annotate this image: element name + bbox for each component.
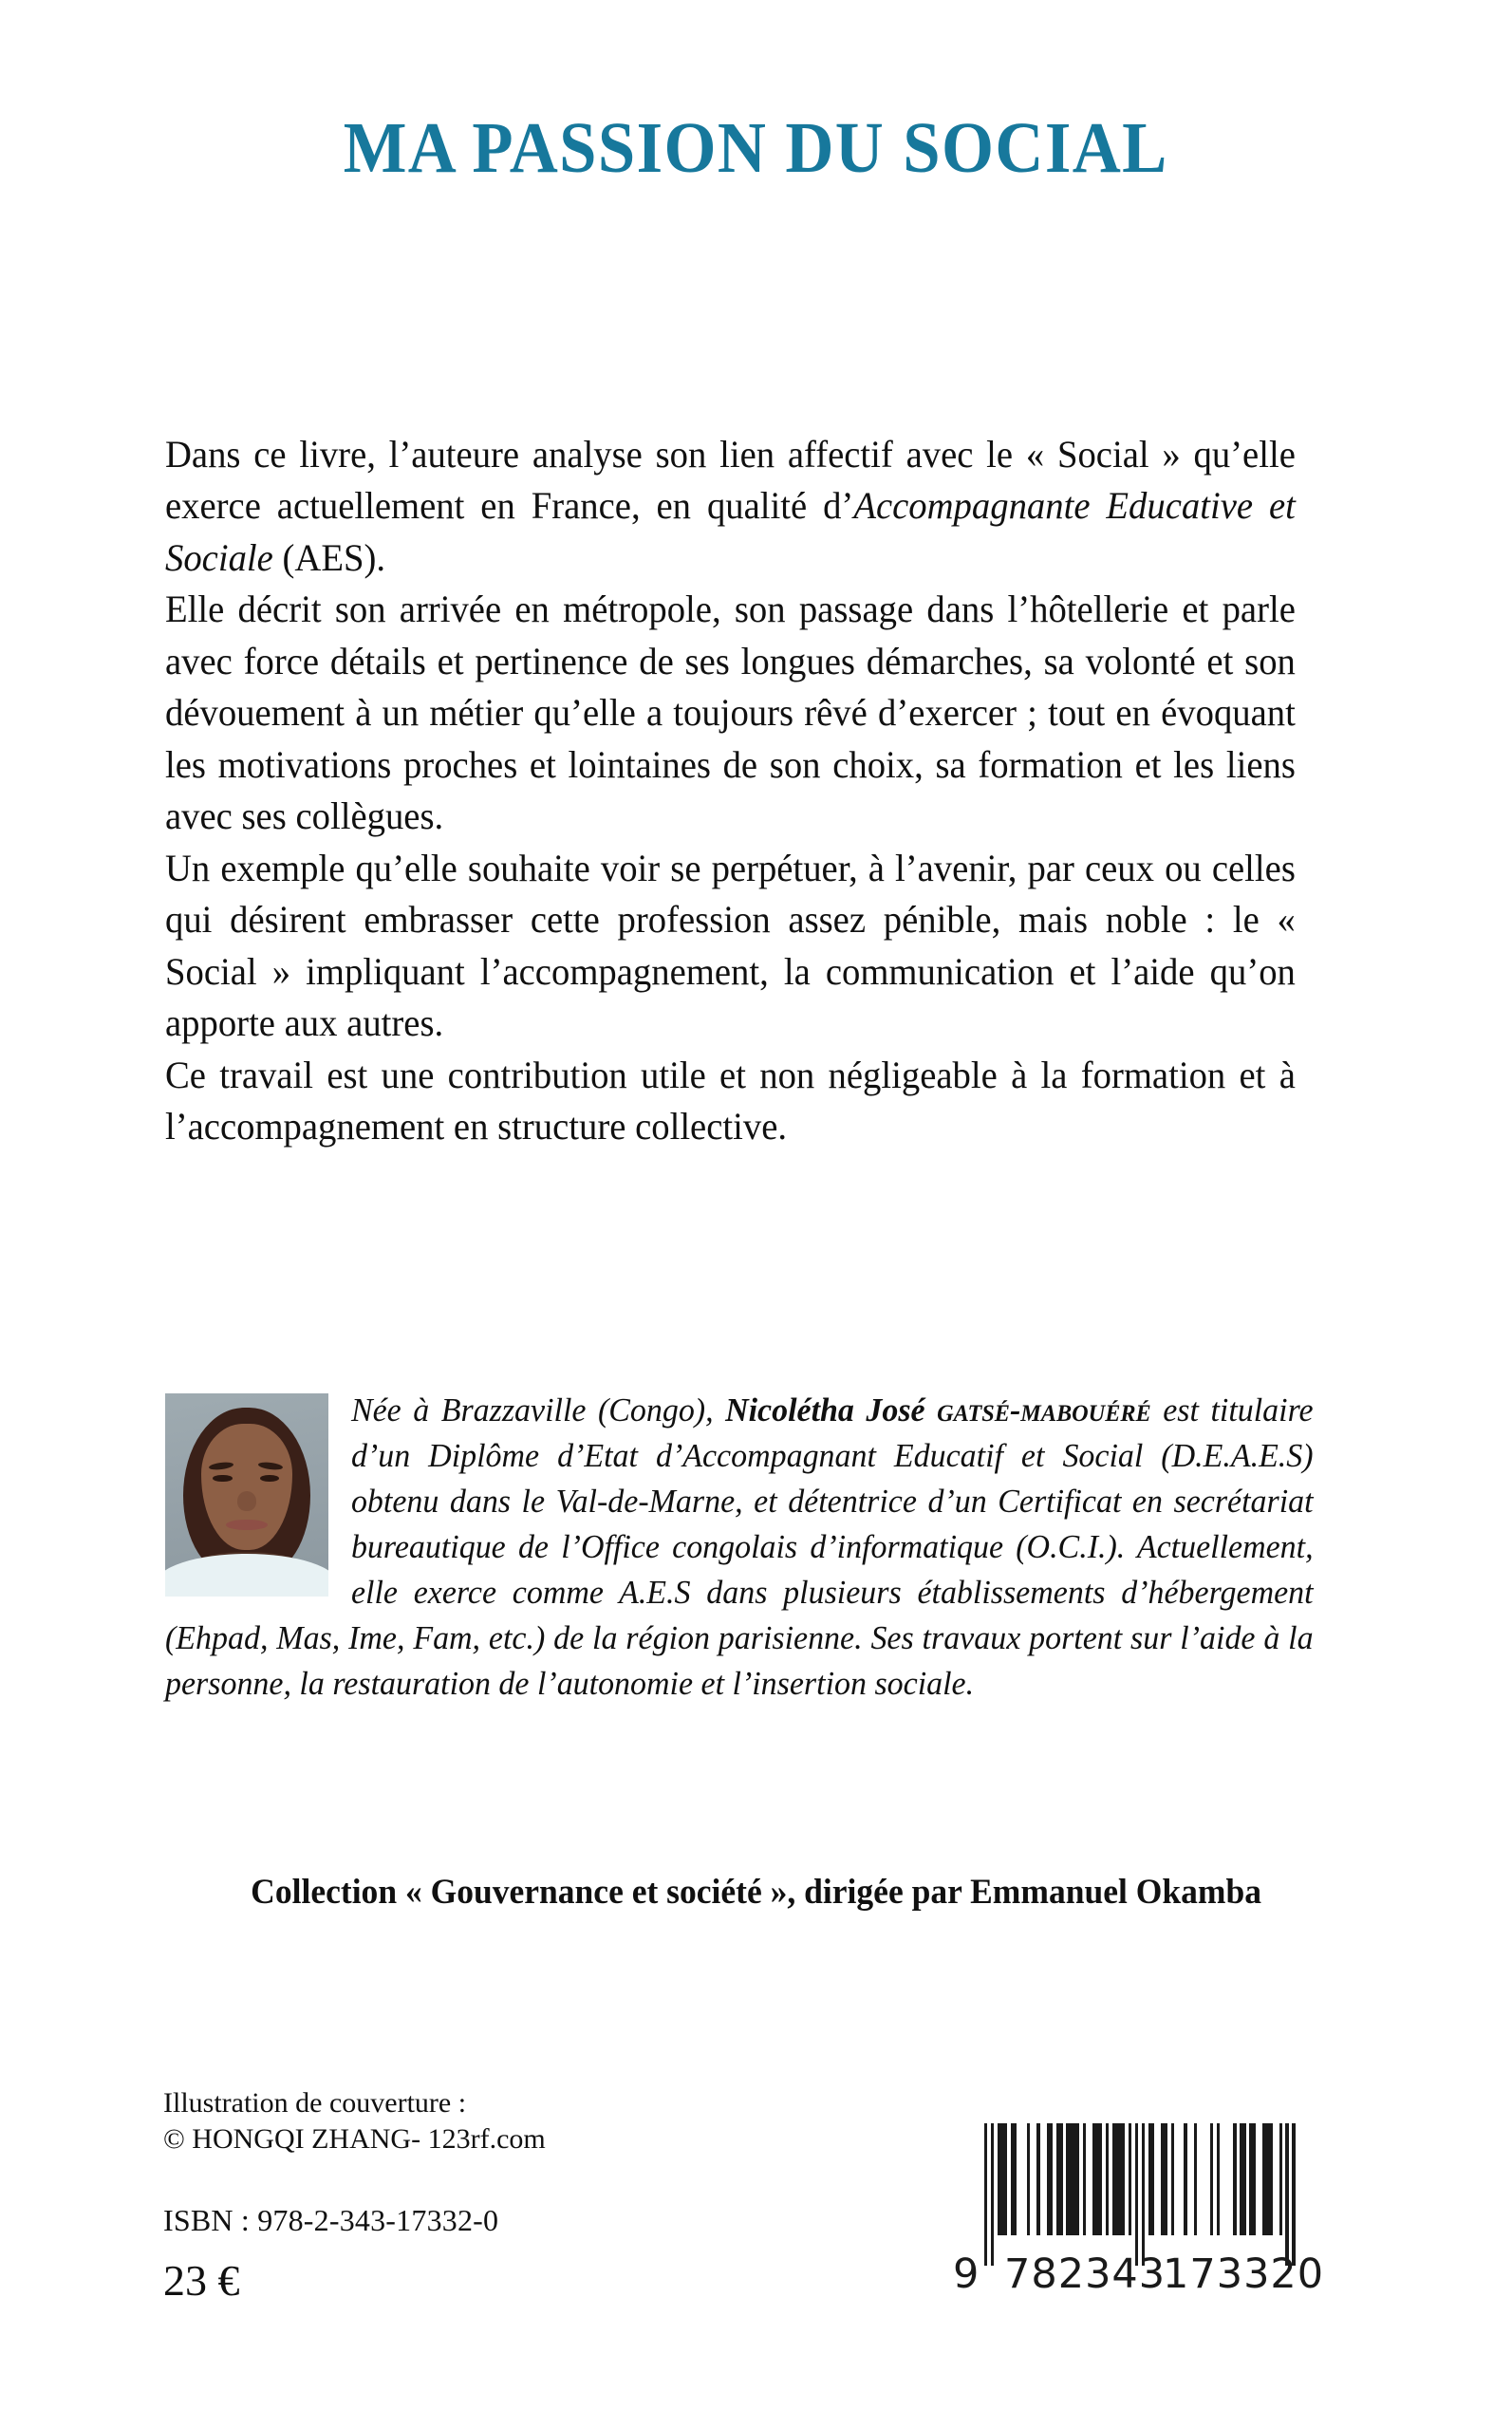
collection-line — [0, 1872, 1512, 1913]
cover-credit-label: Illustration de couverture : — [163, 2087, 467, 2119]
barcode-bar — [991, 2123, 994, 2266]
barcode-bar — [1148, 2123, 1155, 2235]
barcode-bar — [1171, 2123, 1174, 2235]
blurb-text: Un exemple qu’elle souhaite voir se perpétuer, à l’avenir, par ceux ou celles qui désirent embrasser cette profession assez pénible, mais noble : le « Social » impliquant l’accompagnement, la communication et l’aide qu’on apporte aux autres. — [165, 846, 1296, 1045]
barcode-bar — [1047, 2123, 1054, 2235]
barcode-bar — [1142, 2123, 1145, 2266]
blurb-paragraph — [165, 1050, 1296, 1153]
barcode-bar — [1135, 2123, 1138, 2266]
barcode-lead-digit: 9 — [953, 2250, 980, 2298]
author-surname: gatsé-mabouéré — [937, 1391, 1151, 1429]
barcode-bar — [1194, 2123, 1197, 2235]
barcode-bar — [1083, 2123, 1086, 2235]
author-bio-text — [165, 1388, 1314, 1707]
blurb-text: Elle décrit son arrivée en métropole, son passage dans l’hôtellerie et parle avec force détails et pertinence de ses longues démarches, sa volonté et son dévouement à un métier qu’elle a toujours rêvé d’exercer ; tout en évoquant les motivations proches et lointaines de son choix, sa formation et les liens avec ses collègues. — [165, 588, 1296, 838]
collection-text: Collection « Gouvernance et société », dirigée par Emmanuel Okamba — [251, 1873, 1261, 1912]
barcode-bar — [1249, 2123, 1256, 2235]
barcode-bar — [1056, 2123, 1063, 2235]
author-bio-block — [165, 1388, 1349, 1707]
barcode-bars — [984, 2123, 1378, 2266]
barcode-bar — [1129, 2123, 1131, 2235]
blurb-paragraph — [165, 843, 1296, 1050]
barcode-bar — [1027, 2123, 1030, 2235]
cover-credit-source: © HONGQI ZHANG- 123rf.com — [163, 2122, 546, 2155]
barcode-bar — [1240, 2123, 1246, 2235]
barcode-bar — [1036, 2123, 1039, 2235]
barcode-bar — [1066, 2123, 1079, 2235]
blurb-paragraph — [165, 584, 1296, 842]
blurb-paragraph — [165, 429, 1296, 584]
barcode-bar — [1106, 2123, 1109, 2235]
blurb-text: (AES). — [272, 535, 386, 579]
author-name: Nicolétha José — [725, 1391, 938, 1429]
barcode-bar — [1262, 2123, 1272, 2235]
footer-left — [163, 2085, 885, 2306]
price: 23 € — [163, 2255, 240, 2305]
barcode-bar — [1161, 2123, 1167, 2235]
barcode-bar — [1279, 2123, 1282, 2235]
barcode-bar — [1011, 2123, 1017, 2235]
barcode-bar — [1292, 2123, 1295, 2266]
blurb-emphasis: Accompagnante Educative et Sociale — [165, 484, 1296, 579]
blurb-text: Dans ce livre, l’auteure analyse son lien affectif avec le « Social » qu’elle exerce actuellement en France, en qualité d’ — [165, 433, 1296, 528]
bio-lead: Née à Brazzaville (Congo), — [350, 1391, 726, 1429]
barcode-left-digits: 782343 — [1004, 2250, 1167, 2298]
barcode-digits — [952, 2252, 1346, 2296]
ean13-barcode — [952, 2123, 1346, 2337]
barcode-bar — [1285, 2123, 1288, 2266]
isbn: ISBN : 978-2-343-17332-0 — [163, 2202, 499, 2237]
barcode-bar — [1092, 2123, 1102, 2235]
barcode-bar — [1210, 2123, 1213, 2235]
blurb-text: Ce travail est une contribution utile et non négligeable à la formation et à l’accompagnement en structure collective. — [165, 1053, 1296, 1148]
barcode-bar — [1217, 2123, 1220, 2235]
barcode-right-digits: 173320 — [1163, 2250, 1325, 2298]
cover-credit — [163, 2085, 885, 2157]
barcode-bar — [1112, 2123, 1126, 2235]
barcode-bar — [998, 2123, 1007, 2235]
title-block — [0, 108, 1512, 188]
barcode-bar — [1233, 2123, 1236, 2235]
back-cover-blurb — [165, 429, 1349, 1153]
page-title: MA PASSION DU SOCIAL — [344, 108, 1168, 188]
barcode-bar — [1184, 2123, 1186, 2235]
barcode-bar — [984, 2123, 987, 2266]
bio-rest: est titulaire d’un Diplôme d’Etat d’Accompagnant Educatif et Social (D.E.A.E.S) obtenu dans le Val-de-Marne, et détentrice d’un Certificat en secrétariat bureautique de l’Office congolais d’informatique (O.C.I.). Actuellement, elle exerce comme A.E.S dans plusieurs établissements d’hébergement (Ehpad, Mas, Ime, Fam, etc.) de la région parisienne. Ses travaux portent sur l’aide à la personne, la restauration de l’autonomie et l’insertion sociale. — [165, 1391, 1314, 1702]
